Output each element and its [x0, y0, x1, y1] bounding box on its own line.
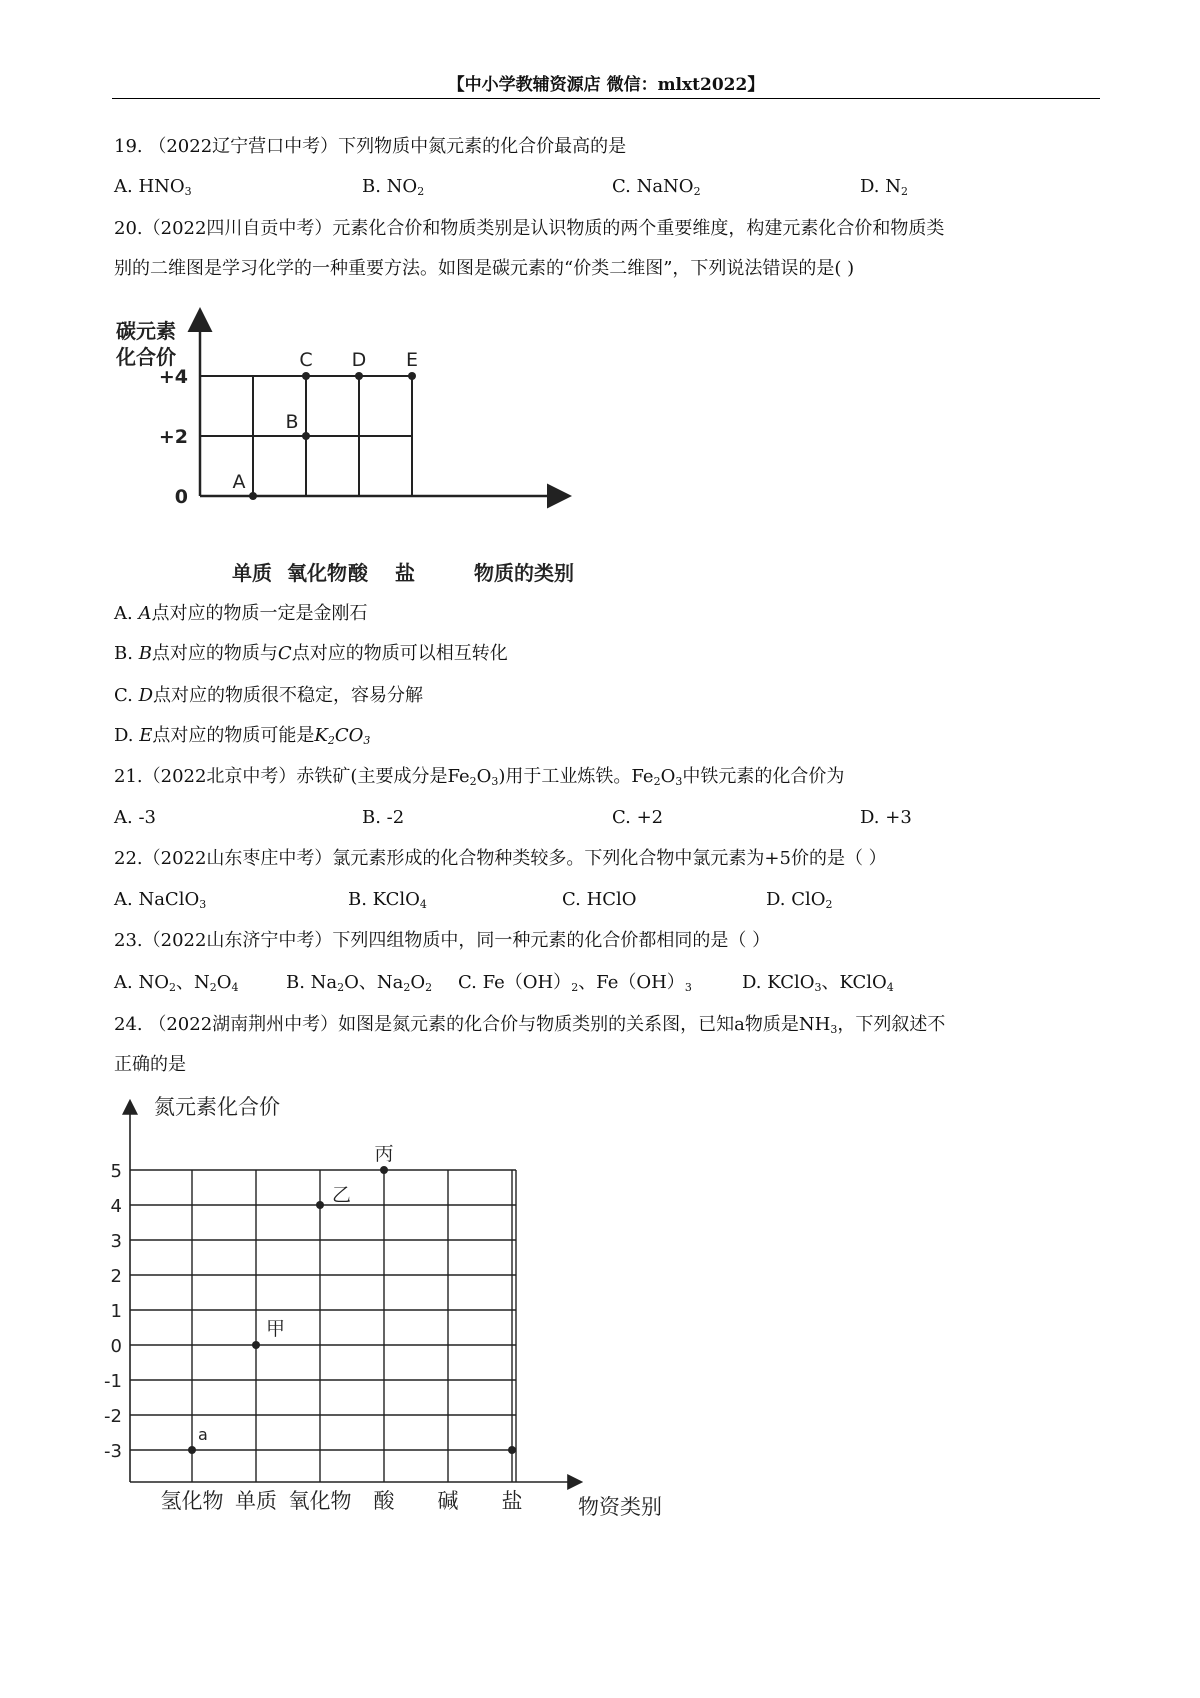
chart1-point-A [249, 492, 257, 500]
chart2-point-丙 [380, 1166, 388, 1174]
chart1-ylabel-line2: 化合价 [116, 345, 176, 369]
chart1-point-E [408, 372, 416, 380]
q23-option-d: D. KClO$_3$、KClO$_4$ [742, 972, 894, 994]
q21-option-b: B. -2 [362, 807, 405, 828]
q19-option-b: B. $NO_2$ [362, 176, 425, 198]
q19-option-a: A. $HNO_3$ [114, 176, 192, 198]
chart1-ytick-label: +2 [158, 426, 188, 448]
chart2-ytick-label: -3 [104, 1441, 122, 1462]
page-header: 【中小学教辅资源店 微信：mlxt2022】 [447, 75, 765, 95]
q19-stem: 19. （2022辽宁营口中考）下列物质中氮元素的化合价最高的是 [114, 136, 627, 157]
carbon-valence-chart [112, 312, 632, 592]
chart2-ytick-label: 1 [110, 1301, 122, 1322]
chart2-category-label: 碱 [437, 1489, 459, 1513]
q21-option-d: D. +3 [860, 807, 912, 828]
q19-option-c: C. NaNO$_2$ [612, 176, 701, 198]
q24-stem-line1: 24. （2022湖南荆州中考）如图是氮元素的化合价与物质类别的关系图，已知a物质是$NH_3$，下列叙述不 [114, 1014, 946, 1036]
header-divider [112, 98, 1100, 99]
chart1-point-C [302, 372, 310, 380]
chart1-category-label: 盐 [395, 561, 415, 585]
chart1-ytick-label: +4 [158, 366, 188, 388]
chart2-point-甲 [252, 1341, 260, 1349]
chart2-point-乙 [316, 1201, 324, 1209]
chart1-ylabel-line1: 碳元素 [116, 319, 176, 343]
chart2-category-label: 盐 [501, 1489, 523, 1513]
q23-option-c: C. $Fe(OH)_2$、$Fe(OH)_3$ [458, 972, 692, 994]
chart2-point-salt [508, 1446, 516, 1454]
chart2-point-label: 甲 [266, 1318, 286, 1340]
chart2-point-label: 丙 [374, 1143, 394, 1165]
chart1-category-label: 单质 [232, 561, 272, 585]
q20-stem-line2: 别的二维图是学习化学的一种重要方法。如图是碳元素的“价类二维图”，下列说法错误的是( ) [114, 258, 855, 279]
chart1-point-label: D [351, 349, 367, 371]
q21-stem: 21.（2022北京中考）赤铁矿(主要成分是$Fe_2O_3$)用于工业炼铁。$Fe_2O_3$中铁元素的化合价为 [114, 766, 845, 788]
chart1-point-label: B [285, 411, 299, 433]
chart2-point-label: 乙 [332, 1184, 352, 1206]
q21-option-a: A. -3 [114, 807, 156, 828]
chart2-point-a [188, 1446, 196, 1454]
chart2-ytick-label: 0 [110, 1336, 122, 1357]
chart2-ylabel: 氮元素化合价 [154, 1095, 280, 1119]
chart2-point-label: a [198, 1425, 208, 1444]
chart1-point-B [302, 432, 310, 440]
chart1-point-label: C [299, 349, 313, 371]
q23-option-a: A. $NO_2$、$N_2O_4$ [114, 972, 239, 994]
q22-option-b: B. KClO$_4$ [348, 889, 427, 911]
q20-option-c: C. D点对应的物质很不稳定，容易分解 [114, 685, 424, 706]
chart1-xlabel: 物质的类别 [474, 561, 574, 585]
q21-option-c: C. +2 [612, 807, 664, 828]
chart2-ytick-label: 5 [110, 1161, 122, 1182]
chart2-ytick-label: 2 [110, 1266, 122, 1287]
chart1-point-label: E [405, 349, 419, 371]
q23-stem: 23.（2022山东济宁中考）下列四组物质中，同一种元素的化合价都相同的是（ ） [114, 930, 771, 951]
q20-stem-line1: 20.（2022四川自贡中考）元素化合价和物质类别是认识物质的两个重要维度，构建元素化合价和物质类 [114, 218, 945, 239]
q22-option-a: A. NaClO$_3$ [114, 889, 207, 911]
q22-option-c: C. HClO [562, 889, 637, 910]
q23-option-b: B. $Na_2O$、$Na_2O_2$ [286, 972, 433, 994]
chart2-category-label: 酸 [373, 1489, 395, 1513]
chart1-category-label: 酸 [348, 561, 368, 585]
chart1-point-label: A [232, 471, 246, 493]
chart2-category-label: 氢化物 [160, 1489, 224, 1513]
nitrogen-valence-chart [104, 1090, 672, 1520]
chart1-category-label: 氧化物 [287, 561, 347, 585]
chart2-ytick-label: -2 [104, 1406, 122, 1427]
chart2-category-label: 单质 [235, 1489, 277, 1513]
chart2-category-label: 氧化物 [288, 1489, 352, 1513]
chart2-ytick-label: -1 [104, 1371, 122, 1392]
chart2-xlabel: 物资类别 [578, 1495, 662, 1519]
q20-option-b: B. B点对应的物质与C点对应的物质可以相互转化 [114, 643, 508, 664]
q22-stem: 22.（2022山东枣庄中考）氯元素形成的化合物种类较多。下列化合物中氯元素为+5价的是（ ） [114, 848, 887, 869]
q19-option-d: D. $N_2$ [860, 176, 908, 198]
chart2-ytick-label: 3 [110, 1231, 122, 1252]
chart1-ytick-label: 0 [174, 486, 188, 508]
q22-option-d: D. ClO$_2$ [766, 889, 833, 911]
q24-stem-line2: 正确的是 [114, 1054, 186, 1075]
chart2-ytick-label: 4 [110, 1196, 122, 1217]
q20-option-d: D. E点对应的物质可能是$K_2CO_3$ [114, 725, 371, 747]
q20-option-a: A. A点对应的物质一定是金刚石 [114, 603, 368, 624]
chart1-point-D [355, 372, 363, 380]
